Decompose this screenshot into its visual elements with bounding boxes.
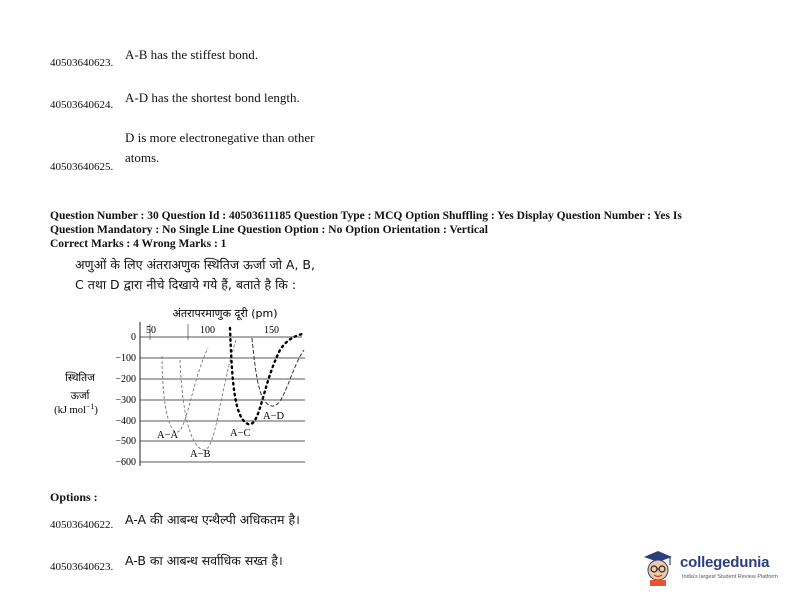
option-id: 40503640622.	[50, 519, 114, 531]
curve-label: A−B	[190, 449, 211, 460]
y-axis-label-3: (kJ mol$^{-1}$)	[54, 402, 98, 416]
mascot-icon	[640, 548, 676, 586]
option-id: 40503640625.	[50, 161, 114, 173]
logo-tagline: India's largest Student Review Platform	[682, 574, 778, 580]
curve-a-d	[252, 338, 304, 406]
collegedunia-logo	[640, 548, 790, 588]
option-text: A-B has the stiffest bond.	[125, 47, 258, 62]
y-tick-label: −500	[115, 436, 136, 447]
question-header-line3: Correct Marks : 4 Wrong Marks : 1	[50, 238, 227, 250]
x-tick-label: 100	[200, 325, 215, 336]
option-id: 40503640624.	[50, 99, 114, 111]
options-label: Options :	[50, 490, 98, 504]
y-tick-label: −300	[115, 395, 136, 406]
x-tick-label: 50	[146, 325, 156, 336]
curve-label: A−D	[263, 411, 285, 422]
potential-energy-figure	[40, 300, 330, 475]
curve-a-a	[162, 348, 208, 432]
option-text-line1: D is more electronegative than other	[125, 130, 315, 145]
option-text: A-A की आबन्ध एन्थैल्पी अधिकतम है।	[125, 512, 300, 527]
x-tick-label: 150	[264, 325, 279, 336]
y-tick-label: 0	[131, 332, 136, 343]
option-text-line2: atoms.	[125, 150, 160, 165]
y-axis-label-1: स्थितिज	[65, 372, 95, 384]
option-id: 40503640623.	[50, 57, 114, 69]
y-tick-label: −100	[115, 353, 136, 364]
curve-label: A−A	[157, 430, 179, 441]
option-text: A-B का आबन्ध सर्वाधिक सख्त है।	[125, 553, 283, 568]
question-text-line1: अणुओं के लिए अंतराअणुक स्थितिज ऊर्जा जो A, B,	[75, 257, 315, 272]
curve-label: A−C	[230, 428, 251, 439]
top-axis-label: अंतरापरमाणुक दूरी (pm)	[172, 307, 278, 320]
curve-a-b	[180, 340, 236, 450]
question-header-line2: Question Mandatory : No Single Line Question Option : No Option Orientation : Vertical	[50, 224, 488, 236]
y-axis-label-2: ऊर्जा	[70, 390, 90, 402]
y-tick-label: −400	[115, 416, 136, 427]
option-id: 40503640623.	[50, 561, 114, 573]
option-text: A-D has the shortest bond length.	[125, 90, 300, 105]
question-text-line2: C तथा D द्वारा नीचे दिखाये गये हैं, बताते है कि :	[75, 277, 297, 292]
question-header-line1: Question Number : 30 Question Id : 40503611185 Question Type : MCQ Option Shuffling : Yes Display Question Number : Yes Is	[50, 210, 682, 222]
logo-brand: collegedunia	[680, 554, 770, 571]
y-tick-label: −200	[115, 374, 136, 385]
y-tick-label: −600	[115, 457, 136, 468]
